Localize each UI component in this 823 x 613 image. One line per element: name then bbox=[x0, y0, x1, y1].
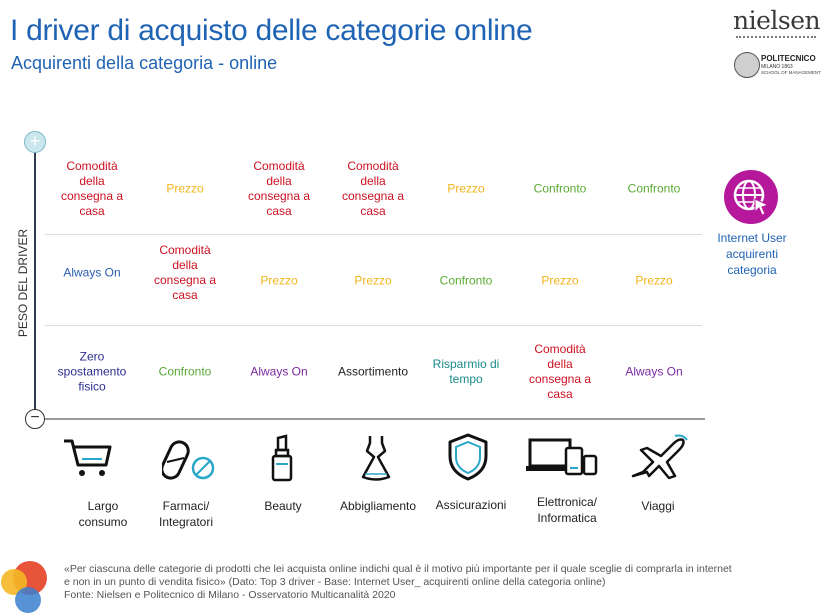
polimi-logo-line2: MILANO 1863 bbox=[761, 64, 793, 70]
category-baseline bbox=[45, 418, 705, 420]
nielsen-logo-dots bbox=[736, 36, 816, 40]
axis-minus-marker: − bbox=[25, 409, 45, 429]
category-label-abbigliamento: Abbigliamento bbox=[339, 499, 417, 513]
polimi-logo-line3: SCHOOL OF MANAGEMENT bbox=[761, 70, 821, 75]
category-label-viaggi: Viaggi bbox=[641, 499, 675, 513]
driver-cell-r1-c3: Comodità della consegna a casa bbox=[247, 159, 311, 218]
axis-plus-marker: + bbox=[24, 131, 46, 153]
airplane-icon bbox=[629, 432, 689, 482]
category-label-farmaci: Farmaci/ Integratori bbox=[158, 499, 214, 529]
driver-cell-r2-c1: Always On bbox=[63, 265, 121, 280]
driver-cell-r3-c1: Zero spostamento fisico bbox=[57, 349, 127, 394]
shield-icon bbox=[446, 432, 490, 482]
pill-icon bbox=[162, 435, 218, 483]
polimi-seal-icon bbox=[734, 52, 760, 78]
driver-cell-r3-c7: Always On bbox=[625, 364, 683, 379]
driver-cell-r3-c2: Confronto bbox=[158, 364, 212, 379]
footnote-source: Fonte: Nielsen e Politecnico di Milano - Osservatorio Multicanalità 2020 bbox=[64, 589, 396, 601]
driver-cell-r1-c7: Confronto bbox=[627, 181, 681, 196]
driver-cell-r2-c6: Prezzo bbox=[541, 273, 579, 288]
category-label-elettronica: Elettronica/ Informatica bbox=[536, 495, 598, 525]
row-divider bbox=[45, 234, 702, 235]
driver-cell-r3-c4: Assortimento bbox=[337, 364, 409, 379]
polimi-logo-line1: POLITECNICO bbox=[761, 54, 816, 63]
category-label-beauty: Beauty bbox=[264, 499, 302, 513]
lipstick-icon bbox=[267, 434, 297, 484]
driver-cell-r3-c5: Risparmio di tempo bbox=[432, 357, 500, 386]
dress-icon bbox=[353, 433, 399, 483]
category-label-assicurazioni: Assicurazioni bbox=[435, 498, 507, 512]
nielsen-logo: nielsen bbox=[733, 6, 821, 35]
row-divider bbox=[45, 325, 702, 326]
page-subtitle: Acquirenti della categoria - online bbox=[11, 53, 278, 73]
driver-cell-r2-c2: Comodità della consegna a casa bbox=[153, 243, 217, 302]
devices-icon bbox=[526, 436, 598, 478]
footnote-line2: e non in un punto di vendita fisico» (Dato: Top 3 driver - Base: Internet User_ acquirenti online della categoria online) bbox=[64, 576, 606, 588]
driver-cell-r2-c4: Prezzo bbox=[354, 273, 392, 288]
driver-cell-r2-c7: Prezzo bbox=[635, 273, 673, 288]
decorative-circles-icon bbox=[0, 560, 50, 613]
driver-cell-r2-c5: Confronto bbox=[439, 273, 493, 288]
category-label-largo-consumo: Largo consumo bbox=[78, 499, 128, 529]
driver-cell-r1-c2: Prezzo bbox=[166, 181, 204, 196]
driver-cell-r3-c6: Comodità della consegna a casa bbox=[528, 342, 592, 401]
footnote-line1: «Per ciascuna delle categorie di prodotti che lei acquista online indichi qual è il motivo più importante per il quale sceglie di comprarla in internet bbox=[64, 563, 732, 575]
axis-label: PESO DEL DRIVER bbox=[16, 228, 30, 338]
driver-axis-line bbox=[34, 149, 36, 411]
shopping-cart-icon bbox=[62, 435, 114, 481]
driver-cell-r1-c1: Comodità della consegna a casa bbox=[60, 159, 124, 218]
driver-cell-r1-c4: Comodità della consegna a casa bbox=[341, 159, 405, 218]
internet-user-label: Internet User acquirenti categoria bbox=[717, 231, 787, 277]
driver-cell-r1-c5: Prezzo bbox=[447, 181, 485, 196]
polimi-logo bbox=[734, 52, 820, 78]
driver-cell-r2-c3: Prezzo bbox=[260, 273, 298, 288]
internet-user-badge bbox=[724, 170, 778, 224]
page-title: I driver di acquisto delle categorie online bbox=[10, 14, 533, 47]
driver-cell-r3-c3: Always On bbox=[250, 364, 308, 379]
globe-cursor-icon bbox=[724, 170, 778, 224]
driver-cell-r1-c6: Confronto bbox=[533, 181, 587, 196]
footnote bbox=[64, 563, 732, 602]
